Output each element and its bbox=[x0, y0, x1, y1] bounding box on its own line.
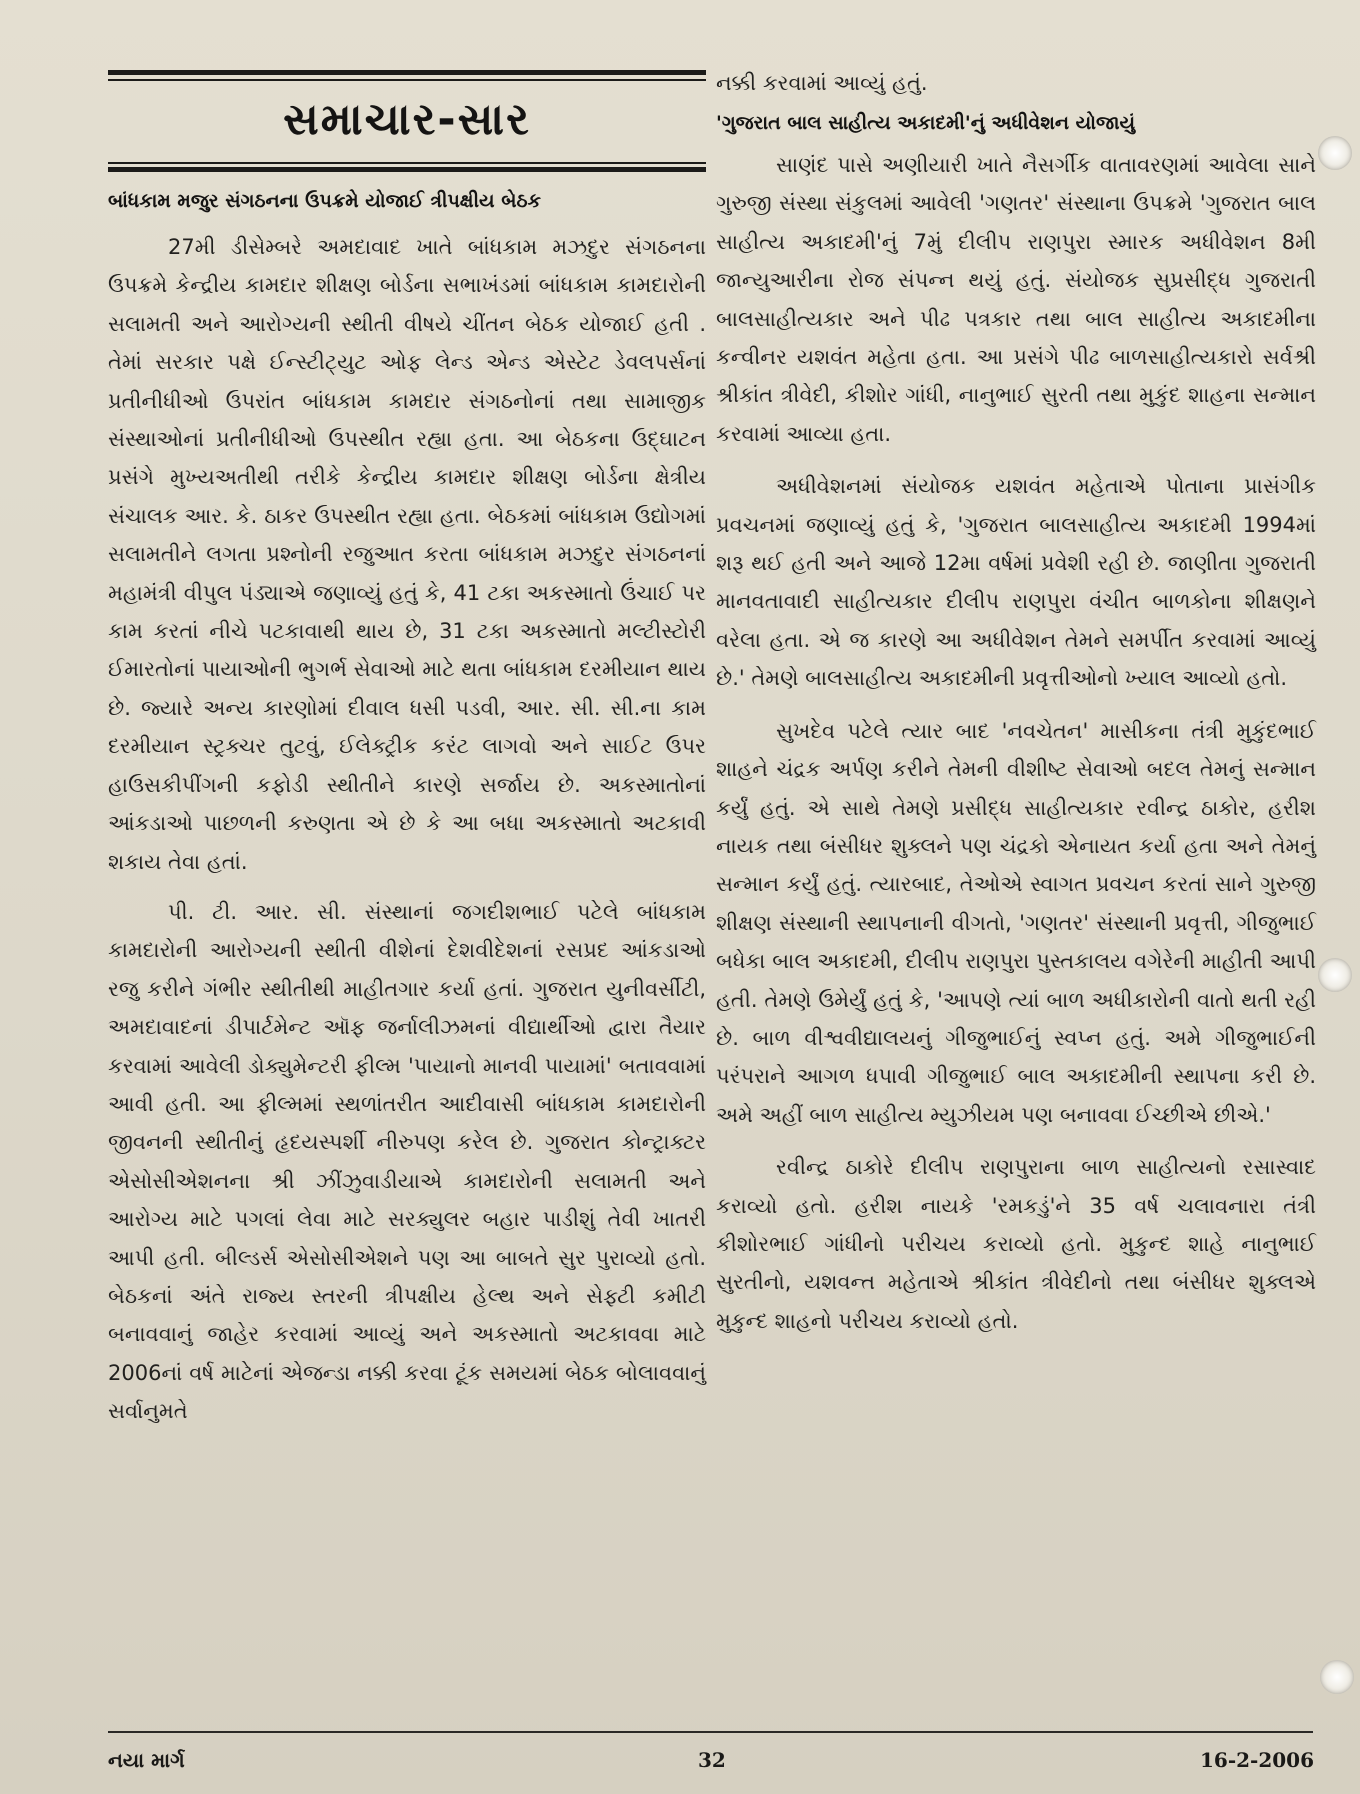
masthead-top-rule-thin bbox=[108, 79, 706, 81]
punch-hole bbox=[1318, 958, 1352, 992]
masthead-top-rule bbox=[108, 70, 706, 75]
section-masthead: સમાચાર-સાર bbox=[283, 94, 531, 145]
article-2-heading: 'ગુજરાત બાલ સાહીત્ય અકાદમી'નું અધીવેશન યોજાયું bbox=[716, 112, 1136, 134]
footer-page-number: 32 bbox=[698, 1748, 726, 1772]
article-2-paragraph-4: રવીન્દ્ર ઠાકોરે દીલીપ રાણપુરાના બાળ સાહીત્યનો રસાસ્વાદ કરાવ્યો હતો. હરીશ નાયકે 'રમકડું'ને 35 વર્ષ ચલાવનારા તંત્રી કીશોરભાઈ ગાંધીનો પરીચય કરાવ્યો હતો. મુકુન્દ શાહે નાનુભાઈ સુરતીનો, યશવન્ત મહેતાએ શ્રીકાંત ત્રીવેદીનો તથા બંસીધર શુક્લએ મુકુન્દ શાહનો પરીચય કરાવ્યો હતો. bbox=[716, 1155, 1316, 1333]
article-2-paragraph-2: અધીવેશનમાં સંયોજક યશવંત મહેતાએ પોતાના પ્રાસંગીક પ્રવચનમાં જણાવ્યું હતું કે, 'ગુજરાત બાલસાહીત્ય અકાદમી 1994માં શરૂ થઈ હતી અને આજે 12મા વર્ષમાં પ્રવેશી રહી છે. જાણીતા ગુજરાતી માનવતાવાદી સાહીત્યકાર દીલીપ રાણપુરા વંચીત બાળકોના શીક્ષણને વરેલા હતા. એ જ કારણે આ અધીવેશન તેમને સમર્પીત કરવામાં આવ્યું છે.' તેમણે બાલસાહીત્ય અકાદમીની પ્રવૃત્તીઓનો ખ્યાલ આવ્યો હતો. bbox=[716, 474, 1316, 691]
article-2-paragraph-1: સાણંદ પાસે અણીયારી ખાતે નૈસર્ગીક વાતાવરણમાં આવેલા સાને ગુરુજી સંસ્થા સંકુલમાં આવેલી 'ગણતર' સંસ્થાના ઉપક્રમે 'ગુજરાત બાલ સાહીત્ય અકાદમી'નું 7મું દીલીપ રાણપુરા સ્મારક અધીવેશન 8મી જાન્યુઆરીના રોજ સંપન્ન થયું હતું. સંયોજક સુપ્રસીદ્ધ ગુજરાતી બાલસાહીત્યકાર અને પીઢ પત્રકાર તથા બાલ સાહીત્ય અકાદમીના કન્વીનર યશવંત મહેતા હતા. આ પ્રસંગે પીઢ બાળસાહીત્યકારો સર્વશ્રી શ્રીકાંત ત્રીવેદી, કીશોર ગાંધી, નાનુભાઈ સુરતી તથા મુકુંદ શાહના સન્માન કરવામાં આવ્યા હતા. bbox=[716, 153, 1316, 446]
punch-hole bbox=[1320, 1660, 1354, 1694]
article-1-continuation: નક્કી કરવામાં આવ્યું હતું. bbox=[716, 71, 928, 95]
footer-date: 16-2-2006 bbox=[1200, 1748, 1315, 1772]
footer-publication: નયા માર્ગ bbox=[108, 1748, 185, 1772]
article-1-heading: બાંધકામ મજુર સંગઠનના ઉપક્રમે યોજાઈ ત્રીપક્ષીય બેઠક bbox=[108, 190, 541, 212]
punch-hole bbox=[1318, 136, 1352, 170]
article-1-paragraph-2: પી. ટી. આર. સી. સંસ્થાનાં જગદીશભાઈ પટેલે બાંધકામ કામદારોની આરોગ્યની સ્થીતી વીશેનાં દેશવીદેશનાં રસપ્રદ આંકડાઓ રજુ કરીને ગંભીર સ્થીતીથી માહીતગાર કર્યા હતાં. ગુજરાત યુનીવર્સીટી, અમદાવાદનાં ડીપાર્ટમેન્ટ ઑફ જર્નાલીઝમનાં વીદ્યાર્થીઓ દ્વારા તૈયાર કરવામાં આવેલી ડોક્યુમેન્ટરી ફીલ્મ 'પાયાનો માનવી પાયામાં' બતાવવામાં આવી હતી. આ ફીલ્મમાં સ્થળાંતરીત આદીવાસી બાંધકામ કામદારોની જીવનની સ્થીતીનું હૃદયસ્પર્શી નીરુપણ કરેલ છે. ગુજરાત કોન્ટ્રાક્ટર એસોસીએશનના શ્રી ઝીંઝુવાડીયાએ કામદારોની સલામતી અને આરોગ્ય માટે પગલાં લેવા માટે સરક્યુલર બહાર પાડીશું તેવી ખાતરી આપી હતી. બીલ્ડર્સ એસોસીએશને પણ આ બાબતે સુર પુરાવ્યો હતો. બેઠકનાં અંતે રાજ્ય સ્તરની ત્રીપક્ષીય હેલ્થ અને સેફ્ટી કમીટી બનાવવાનું જાહેર કરવામાં આવ્યું અને અકસ્માતો અટકાવવા માટે 2006નાં વર્ષ માટેનાં એજન્ડા નક્કી કરવા ટૂંક સમયમાં બેઠક બોલાવવાનું સર્વાનુમતે bbox=[108, 899, 706, 1424]
masthead-bottom-rule bbox=[108, 167, 706, 172]
article-1-paragraph-1: 27મી ડીસેમ્બરે અમદાવાદ ખાતે બાંધકામ મઝદુર સંગઠનના ઉપક્રમે કેન્દ્રીય કામદાર શીક્ષણ બોર્ડના સભાખંડમાં બાંધકામ કામદારોની સલામતી અને આરોગ્યની સ્થીતી વીષયે ચીંતન બેઠક યોજાઈ હતી . તેમાં સરકાર પક્ષે ઈન્સ્ટીટ્યુટ ઓફ લેન્ડ એન્ડ એસ્ટેટ ડેવલપર્સનાં પ્રતીનીધીઓ ઉપરાંત બાંધકામ કામદાર સંગઠનોનાં તથા સામાજીક સંસ્થાઓનાં પ્રતીનીધીઓ ઉપસ્થીત રહ્યા હતા. આ બેઠકના ઉદ્ઘાટન પ્રસંગે મુખ્યઅતીથી તરીકે કેન્દ્રીય કામદાર શીક્ષણ બોર્ડના ક્ષેત્રીય સંચાલક આર. કે. ઠાકર ઉપસ્થીત રહ્યા હતા. બેઠકમાં બાંધકામ ઉદ્યોગમાં સલામતીને લગતા પ્રશ્નોની રજુઆત કરતા બાંધકામ મઝદુર સંગઠનનાં મહામંત્રી વીપુલ પંડ્યાએ જણાવ્યું હતું કે, 41 ટકા અકસ્માતો ઉંચાઈ પર કામ કરતાં નીચે પટકાવાથી થાય છે, 31 ટકા અકસ્માતો મલ્ટીસ્ટોરી ઈમારતોનાં પાયાઓની ભુગર્ભ સેવાઓ માટે થતા બાંધકામ દરમીયાન થાય છે. જ્યારે અન્ય કારણોમાં દીવાલ ધસી પડવી, આર. સી. સી.ના કામ દરમીયાન સ્ટ્રક્ચર તુટવું, ઈલેક્ટ્રીક કરંટ લાગવો અને સાઈટ ઉપર હાઉસકીપીંગની કફોડી સ્થીતીને કારણે સર્જાય છે. અકસ્માતોનાં આંકડાઓ પાછળની કરુણતા એ છે કે આ બધા અકસ્માતો અટકાવી શકાય તેવા હતાં. bbox=[108, 235, 706, 874]
masthead-bottom-rule-thin bbox=[108, 162, 706, 164]
footer-rule bbox=[108, 1731, 1313, 1733]
article-2-paragraph-3: સુખદેવ પટેલે ત્યાર બાદ 'નવચેતન' માસીકના તંત્રી મુકુંદભાઈ શાહને ચંદ્રક અર્પણ કરીને તેમની વીશીષ્ટ સેવાઓ બદલ તેમનું સન્માન કર્યું હતું. એ સાથે તેમણે પ્રસીદ્ધ સાહીત્યકાર રવીન્દ્ર ઠાકોર, હરીશ નાયક તથા બંસીધર શુક્લને પણ ચંદ્રકો એનાયત કર્યા હતા અને તેમનું સન્માન કર્યું હતું. ત્યારબાદ, તેઓએ સ્વાગત પ્રવચન કરતાં સાને ગુરુજી શીક્ષણ સંસ્થાની સ્થાપનાની વીગતો, 'ગણતર' સંસ્થાની પ્રવૃત્તી, ગીજુભાઈ બધેકા બાલ અકાદમી, દીલીપ રાણપુરા પુસ્તકાલય વગેરેની માહીતી આપી હતી. તેમણે ઉમેર્યું હતું કે, 'આપણે ત્યાં બાળ અધીકારોની વાતો થતી રહી છે. બાળ વીશ્વવીદ્યાલયનું ગીજુભાઈનું સ્વપ્ન હતું. અમે ગીજુભાઈની પરંપરાને આગળ ધપાવી ગીજુભાઈ બાલ અકાદમીની સ્થાપના કરી છે. અમે અહીં બાળ સાહીત્ય મ્યુઝીયમ પણ બનાવવા ઈચ્છીએ છીએ.' bbox=[716, 718, 1316, 1127]
